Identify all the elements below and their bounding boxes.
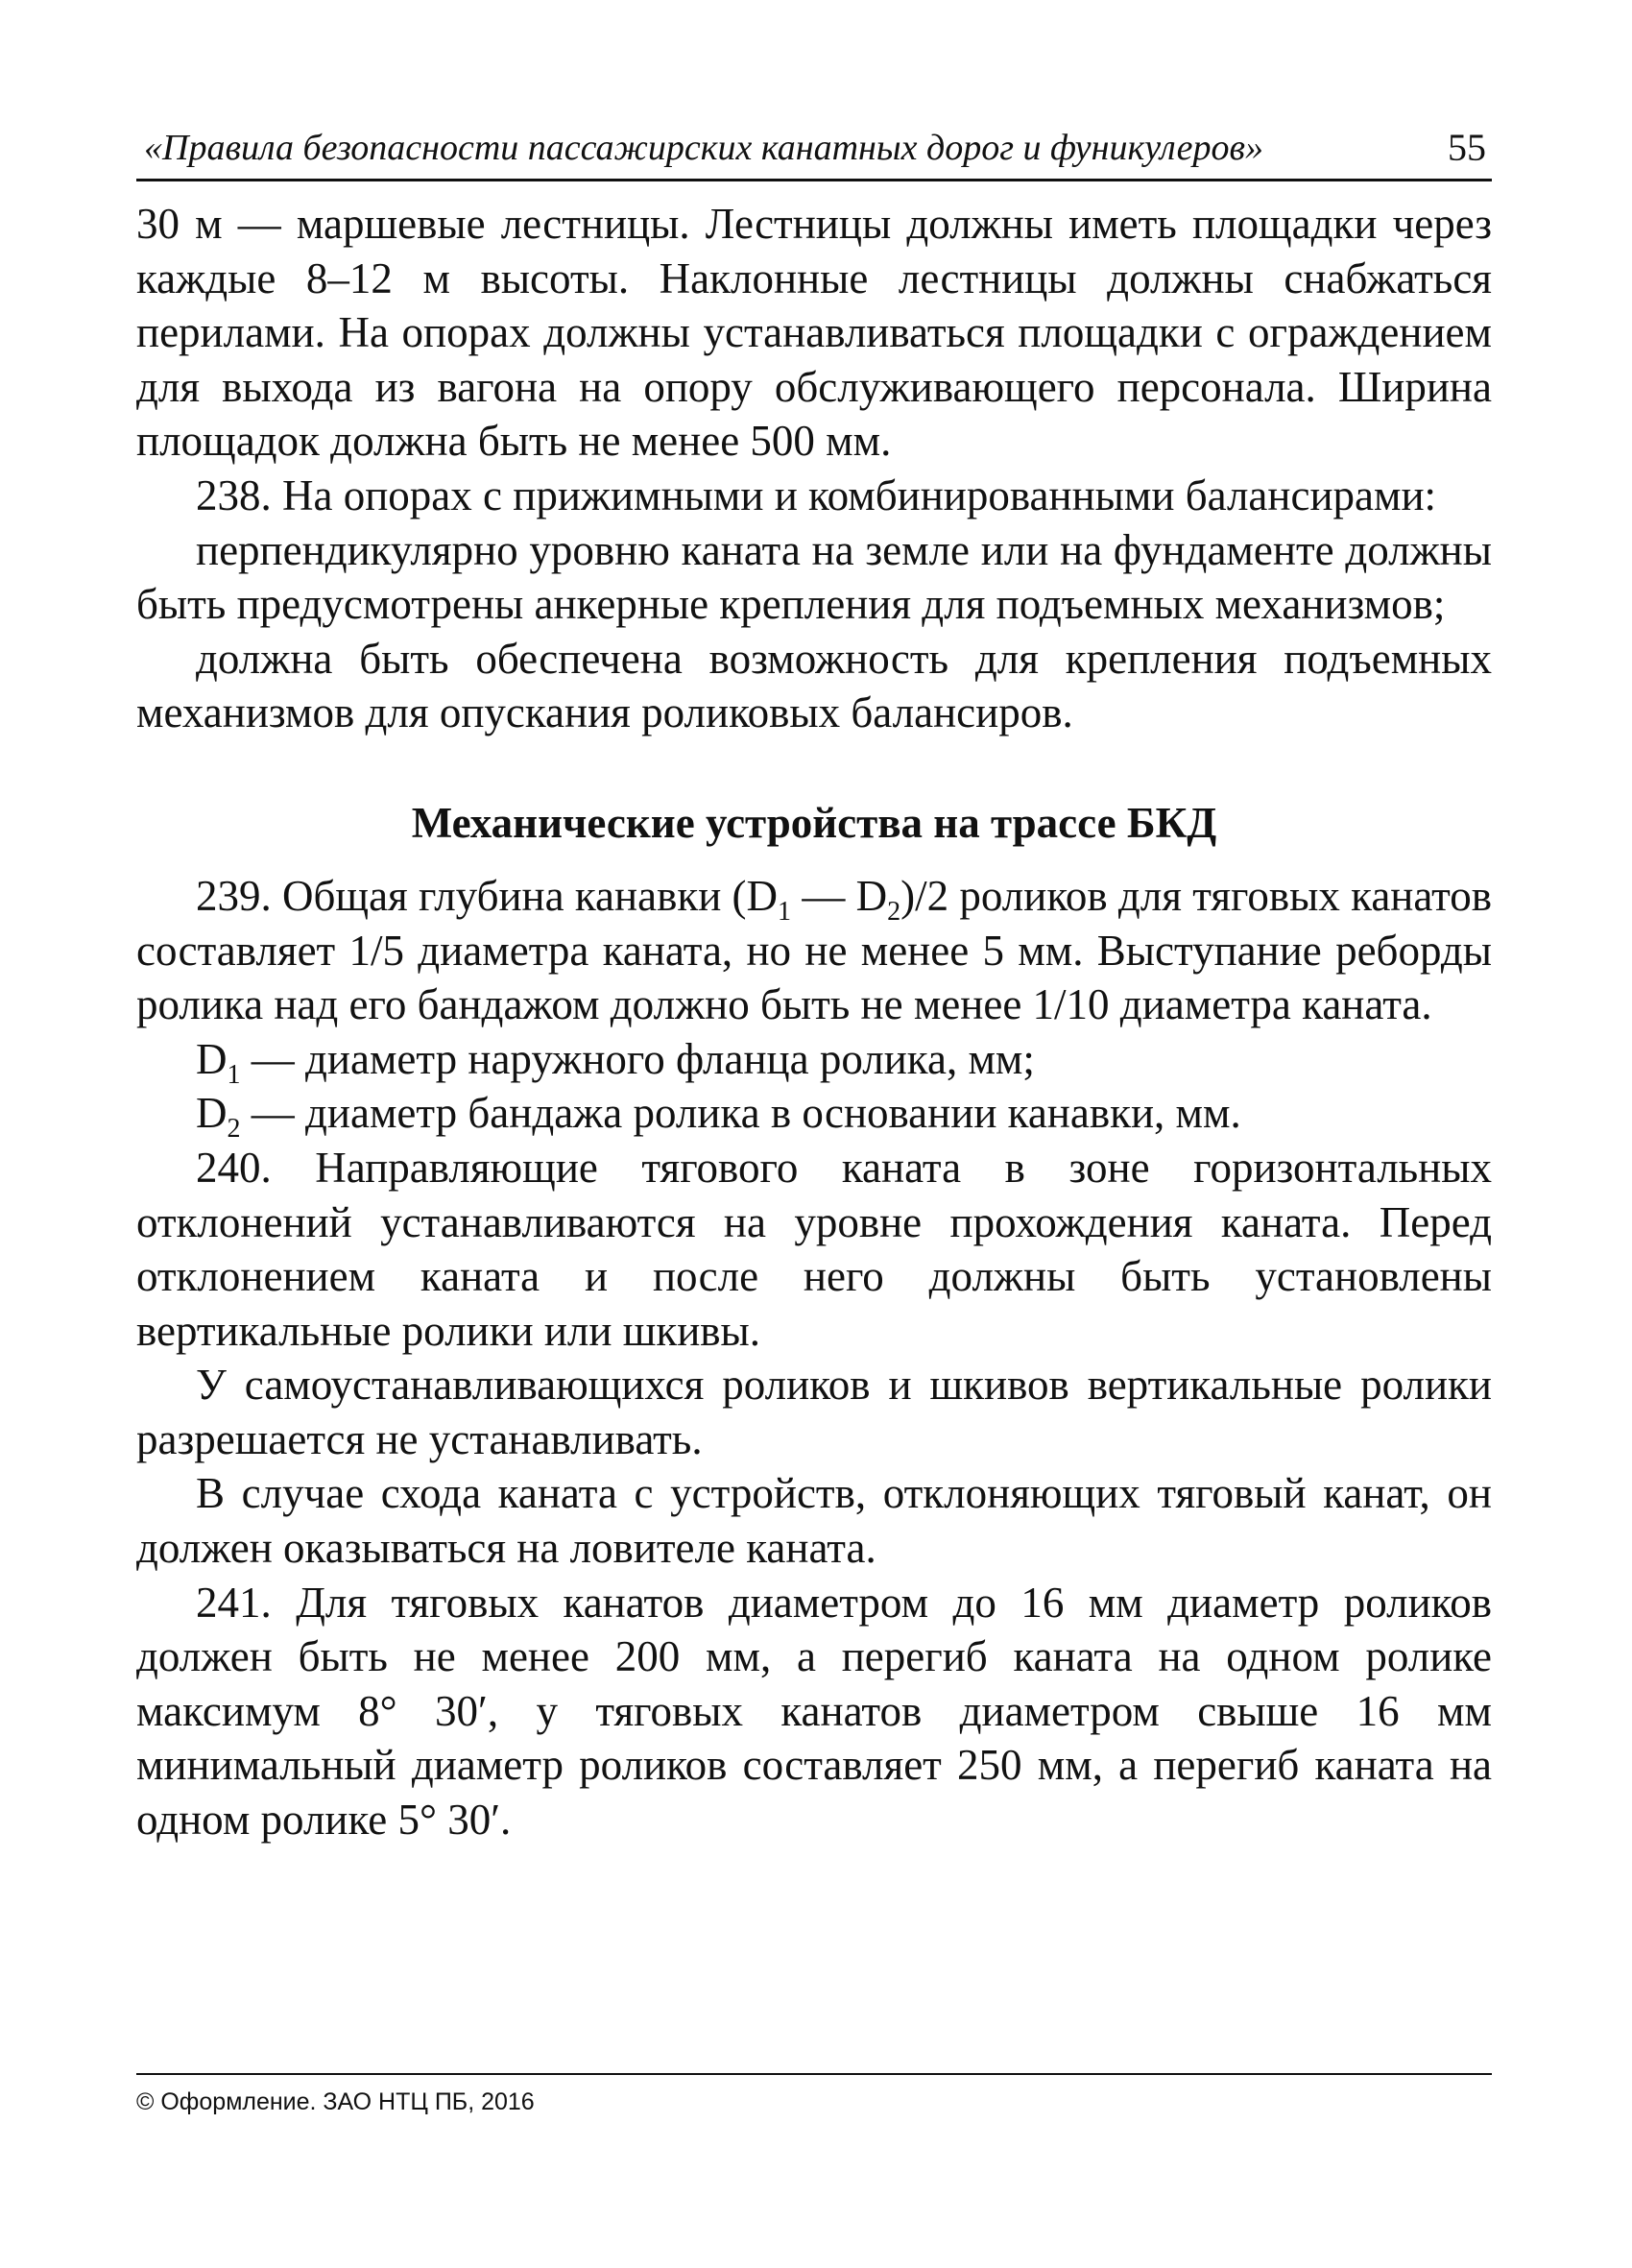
paragraph-240: 240. Направляющие тягового каната в зоне горизонтальных отклонений устанавливаются на уровне прохождения каната. Перед отклонением каната и после него должны быть установлены вертикальные ролики или шкивы. bbox=[136, 1143, 1492, 1355]
paragraph-239 bbox=[136, 869, 1492, 1032]
paragraph-238: 238. На опорах с прижимными и комбинированными балансирами: bbox=[196, 470, 1437, 519]
d2-text: — диаметр бандажа ролика в основании канавки, мм. bbox=[240, 1089, 1241, 1138]
d1-symbol: D bbox=[196, 1034, 228, 1083]
paragraph-240-b: У самоустанавливающихся роликов и шкивов вертикальные ролики разрешается не устанавливать. bbox=[136, 1361, 1492, 1463]
footer-copyright: © Оформление. ЗАО НТЦ ПБ, 2016 bbox=[136, 2088, 535, 2115]
paragraph-intro: 30 м — маршевые лестницы. Лестницы должны иметь площадки через каждые 8–12 м высоты. Наклонные лестницы должны снабжаться перилами. На опорах должны устанавливаться площадки с ограждением для выхода из вагона на опору обслуживающего персонала. Ширина площадок должна быть не менее 500 мм. bbox=[136, 200, 1492, 466]
section-heading: Механические устройства на трассе БКД bbox=[411, 798, 1217, 847]
paragraph-lifting-mechanisms: должна быть обеспечена возможность для крепления подъемных механизмов для опускания роликовых балансиров. bbox=[136, 634, 1492, 737]
d1-text: — диаметр наружного фланца ролика, мм; bbox=[240, 1034, 1035, 1083]
d1-subscript: 1 bbox=[227, 1059, 241, 1090]
definition-d1 bbox=[136, 1032, 1492, 1090]
d2-subscript: 2 bbox=[227, 1114, 241, 1145]
paragraph-240-c: В случае схода каната с устройств, отклоняющих тяговый канат, он должен оказываться на ловителе каната. bbox=[136, 1469, 1492, 1573]
running-title: «Правила безопасности пассажирских канатных дорог и фуникулеров» bbox=[144, 128, 1263, 168]
paragraph-anchor-fastenings: перпендикулярно уровню каната на земле или на фундаменте должны быть предусмотрены анкерные крепления для подъемных механизмов; bbox=[136, 525, 1492, 629]
paragraph-241: 241. Для тяговых канатов диаметром до 16 мм диаметр роликов должен быть не менее 200 мм, а перегиб каната на одном ролике максимум 8° 30′, у тяговых канатов диаметром свыше 16 мм минимальный диаметр роликов составляет 250 мм, а перегиб каната на одном ролике 5° 30′. bbox=[136, 1578, 1492, 1845]
page-number: 55 bbox=[1448, 126, 1486, 169]
footer-divider bbox=[136, 2073, 1492, 2075]
paragraph-239-part-c: )/2 роликов для тяговых канатов составляет 1/5 диаметра каната, но не менее 5 мм. Выступание реборды ролика над его бандажом должно быть не менее 1/10 диаметра каната. bbox=[136, 871, 1492, 1029]
page-body bbox=[136, 197, 1492, 1847]
subscript-1: 1 bbox=[778, 896, 792, 927]
paragraph-239-part-a: 239. Общая глубина канавки (D bbox=[196, 871, 779, 920]
paragraph-239-part-b: — D bbox=[791, 871, 888, 920]
page-header bbox=[136, 117, 1492, 181]
d2-symbol: D bbox=[196, 1089, 228, 1138]
subscript-2: 2 bbox=[887, 896, 901, 927]
definition-d2 bbox=[136, 1086, 1492, 1145]
